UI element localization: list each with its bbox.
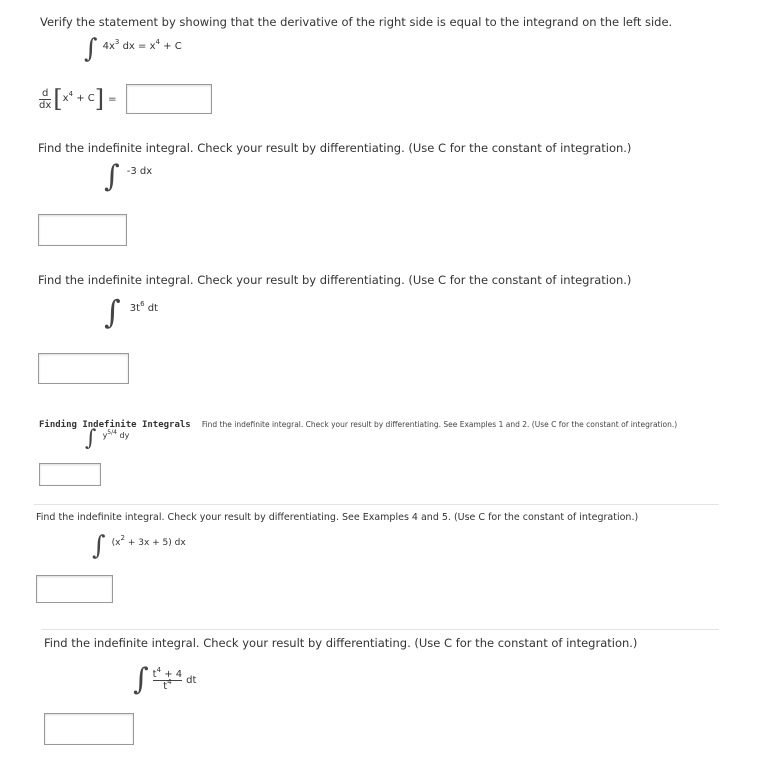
problem6-denominator-exponent: 4 [167, 677, 172, 686]
problem4-integrand-tail: dy [116, 431, 130, 440]
integral-sign: ∫ [133, 662, 149, 697]
problem3-integrand-exponent: 6 [140, 300, 145, 308]
problem6-differential: dt [186, 674, 197, 686]
problem5-prompt: Find the indefinite integral. Check your result by differentiating. See Examples 4 and 5. (Use C for the constant of integration.) [36, 512, 639, 523]
integral-sign: ∫ [104, 159, 120, 194]
integral-sign: ∫ [84, 34, 98, 64]
problem1-dx-equals: dx = x [119, 41, 156, 52]
equals-sign: = [108, 93, 117, 105]
problem6-denominator-base: t [163, 680, 168, 692]
problem4-prompt: Find the indefinite integral. Check your result by differentiating. See Examples 1 and 2. (Use C for the constant of integration.) [201, 420, 678, 429]
problem3-prompt: Find the indefinite integral. Check your result by differentiating. (Use C for the constant of integration.) [38, 273, 632, 287]
integral-sign: ∫ [85, 426, 97, 451]
problem1-statement [84, 36, 182, 64]
problem6-numerator-base: t [152, 668, 157, 680]
problem6-answer-input[interactable] [44, 713, 134, 745]
problem2-answer-input[interactable] [38, 214, 127, 246]
problem6-numerator-tail: + 4 [161, 668, 183, 680]
problem1-rhs-tail: + C [159, 41, 182, 52]
problem5-integrand-exponent: 2 [120, 534, 125, 542]
section-divider [34, 504, 719, 505]
problem1-prompt: Verify the statement by showing that the derivative of the right side is equal to the integrand on the left side. [40, 15, 673, 29]
problem4-heading: Finding Indefinite Integrals [39, 420, 191, 430]
problem4-header [39, 412, 677, 431]
problem1-integrand-exponent: 3 [114, 38, 120, 46]
derivative-numerator: d [41, 87, 49, 99]
problem1-answer-input[interactable] [126, 84, 212, 114]
problem5-integral [92, 533, 186, 563]
problem2-integral [104, 159, 153, 196]
derivative-denominator: dx [39, 99, 52, 111]
problem6-prompt: Find the indefinite integral. Check your result by differentiating. (Use C for the constant of integration.) [44, 636, 638, 650]
problem1-rhs-exponent: 4 [155, 38, 160, 46]
problem4-answer-input[interactable] [39, 463, 101, 486]
right-bracket: ] [94, 85, 105, 113]
problem3-answer-input[interactable] [38, 353, 129, 384]
problem3-integrand-tail: dt [144, 303, 158, 314]
left-bracket: [ [53, 85, 63, 113]
bracket-tail: + C [73, 92, 95, 104]
problem5-integrand-tail: + 3x + 5) dx [124, 538, 186, 548]
problem4-integral [85, 428, 129, 452]
derivative-fraction [39, 88, 51, 111]
problem1-derivative-line [39, 86, 117, 112]
problem1-integrand: 4x [102, 41, 115, 52]
section-divider [42, 629, 719, 630]
problem6-denominator [153, 677, 183, 692]
problem4-integrand-exponent: 5/4 [107, 429, 117, 436]
bracket-exponent: 4 [68, 89, 74, 98]
problem6-integral [133, 660, 196, 700]
bracket-body: x [62, 92, 69, 104]
problem3-integrand: 3t [129, 303, 141, 314]
problem6-numerator-exponent: 4 [156, 665, 162, 674]
problem6-fraction [152, 665, 183, 692]
problem2-integrand: -3 dx [126, 166, 153, 177]
problem5-integrand-open: (x [111, 538, 121, 548]
problem5-answer-input[interactable] [36, 575, 113, 603]
integral-sign: ∫ [92, 531, 106, 561]
problem3-integral [104, 293, 158, 332]
problem2-prompt: Find the indefinite integral. Check your result by differentiating. (Use C for the constant of integration.) [38, 141, 632, 155]
integral-sign: ∫ [104, 293, 121, 331]
problem4-integrand: y [102, 431, 108, 440]
